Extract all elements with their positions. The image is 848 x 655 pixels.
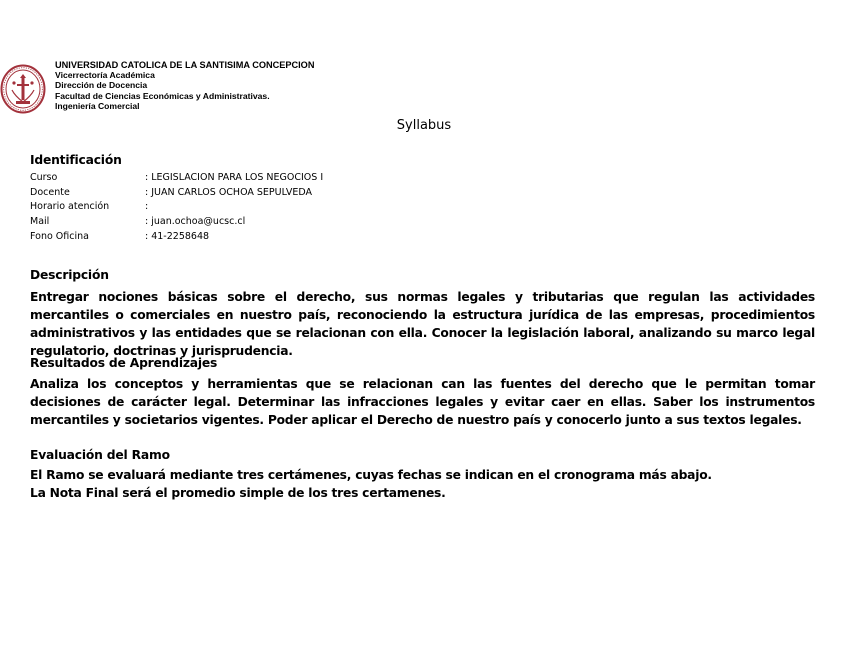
id-row-docente [30, 186, 815, 201]
id-row-horario [30, 200, 815, 215]
id-label: Fono Oficina [30, 230, 89, 242]
id-value: : LEGISLACION PARA LOS NEGOCIOS I [145, 172, 324, 183]
id-value: : JUAN CARLOS OCHOA SEPULVEDA [145, 186, 313, 198]
page-title: Syllabus [396, 118, 452, 133]
identificacion-table [30, 171, 815, 245]
id-row-mail [30, 215, 815, 230]
id-value: : juan.ochoa@ucsc.cl [145, 216, 246, 228]
header-line-direccion: Dirección de Docencia [55, 80, 148, 91]
header-line-vicerrectoria: Vicerrectoría Académica [55, 70, 155, 81]
evaluacion-heading: Evaluación del Ramo [30, 448, 170, 462]
id-row-curso [30, 171, 815, 186]
identificacion-heading: Identificación [30, 153, 122, 167]
id-value: : 41-2258648 [145, 230, 210, 242]
resultados-heading: Resultados de Aprendizajes [30, 356, 218, 370]
resultados-text: Analiza los conceptos y herramientas que se relacionan can las fuentes del derecho que le permitan tomar decisiones de carácter legal. Determinar las infracciones legales y evitar caer en ellas. Saber los instrumentos mercantiles y societarios vigentes. Poder aplicar el Derecho de nuestro país y conocerlo junto a sus textos legales. [30, 377, 815, 427]
header-line-facultad: Facultad de Ciencias Económicas y Administrativas. [55, 90, 270, 101]
id-label: Horario atención [30, 201, 110, 213]
descripcion-heading: Descripción [30, 268, 109, 282]
id-label: Docente [30, 186, 70, 198]
id-value: : [145, 201, 149, 213]
id-row-fono [30, 230, 815, 245]
institution-header [55, 60, 314, 111]
university-seal-icon [0, 64, 46, 114]
university-name: UNIVERSIDAD CATOLICA DE LA SANTISIMA CONCEPCION [55, 60, 315, 70]
descripcion-text: Entregar nociones básicas sobre el derecho, sus normas legales y tributarias que regulan las actividades mercantiles o comerciales en nuestro país, reconociendo la estructura jurídica de las empresas, procedimientos administrativos y las entidades que se relacionan con ella. Conocer la legislación laboral, analizando su marco legal regulatorio, doctrinas y jurisprudencia. [30, 290, 815, 358]
evaluacion-line-2: La Nota Final será el promedio simple de los tres certamenes. [30, 486, 446, 500]
id-label: Mail [30, 216, 50, 228]
header-line-carrera: Ingeniería Comercial [55, 100, 140, 111]
evaluacion-line-1: El Ramo se evaluará mediante tres certámenes, cuyas fechas se indican en el cronograma más abajo. [30, 468, 712, 482]
id-label: Curso [30, 172, 58, 183]
